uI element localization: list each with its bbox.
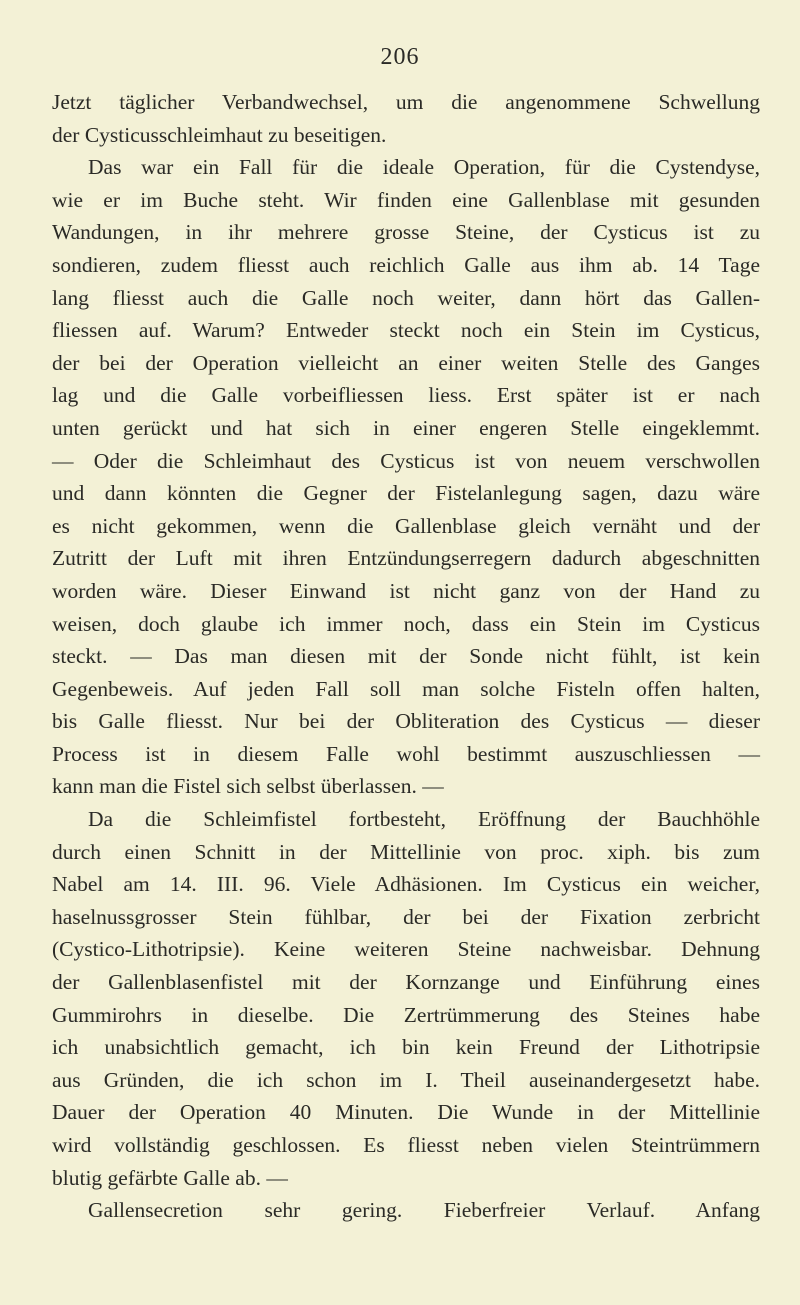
text-line: Process ist in diesem Falle wohl bestimmt auszuschliessen — [52, 741, 760, 766]
text-line: aus Gründen, die ich schon im I. Theil auseinandergesetzt habe. [52, 1067, 760, 1092]
text-line: Wandungen, in ihr mehrere grosse Steine, der Cysticus ist zu [52, 220, 760, 245]
text-line: blutig gefärbte Galle ab. — [52, 1165, 288, 1190]
text-line: durch einen Schnitt in der Mittellinie von proc. xiph. bis zum [52, 839, 760, 864]
text-line: wie er im Buche steht. Wir finden eine Gallenblase mit gesunden [52, 187, 760, 212]
text-line: Gegenbeweis. Auf jeden Fall soll man solche Fisteln offen halten, [52, 676, 760, 701]
text-line: unten gerückt und hat sich in einer engeren Stelle eingeklemmt. [52, 415, 760, 440]
text-line: Zutritt der Luft mit ihren Entzündungserregern dadurch abgeschnitten [52, 546, 760, 571]
text-line: der Cysticusschleimhaut zu beseitigen. [52, 122, 387, 147]
text-line: Gummirohrs in dieselbe. Die Zertrümmerung des Steines habe [52, 1002, 760, 1027]
text-line: — Oder die Schleimhaut des Cysticus ist von neuem verschwollen [52, 448, 760, 473]
text-line: fliessen auf. Warum? Entweder steckt noch ein Stein im Cysticus, [52, 318, 760, 343]
text-line: Dauer der Operation 40 Minuten. Die Wunde in der Mittellinie [52, 1100, 760, 1125]
text-line: kann man die Fistel sich selbst überlassen. — [52, 774, 444, 799]
text-line: weisen, doch glaube ich immer noch, dass ein Stein im Cysticus [52, 611, 760, 636]
text-line: lang fliesst auch die Galle noch weiter, dann hört das Gallen- [52, 285, 760, 310]
text-line: (Cystico-Lithotripsie). Keine weiteren Steine nachweisbar. Dehnung [52, 937, 760, 962]
text-line: der bei der Operation vielleicht an einer weiten Stelle des Ganges [52, 350, 760, 375]
text-line: lag und die Galle vorbeifliessen liess. Erst später ist er nach [52, 383, 760, 408]
text-line: bis Galle fliesst. Nur bei der Obliteration des Cysticus — dieser [52, 709, 760, 734]
page-number: 206 [380, 44, 420, 70]
text-line: der Gallenblasenfistel mit der Kornzange und Einführung eines [52, 970, 760, 995]
text-line: haselnussgrosser Stein fühlbar, der bei der Fixation zerbricht [52, 904, 760, 929]
text-line: Gallensecretion sehr gering. Fieberfreier Verlauf. Anfang [88, 1198, 760, 1223]
text-line: Jetzt täglicher Verbandwechsel, um die angenommene Schwellung [52, 90, 760, 114]
text-line: ich unabsichtlich gemacht, ich bin kein Freund der Lithotripsie [52, 1035, 760, 1060]
text-line: Das war ein Fall für die ideale Operation, für die Cystendyse, [88, 155, 760, 180]
text-line: Da die Schleimfistel fortbesteht, Eröffnung der Bauchhöhle [88, 807, 760, 832]
text-line: steckt. — Das man diesen mit der Sonde nicht fühlt, ist kein [52, 644, 760, 669]
text-line: Nabel am 14. III. 96. Viele Adhäsionen. Im Cysticus ein weicher, [52, 872, 760, 897]
body-text [52, 86, 760, 1227]
text-line: es nicht gekommen, wenn die Gallenblase gleich vernäht und der [52, 513, 760, 538]
text-line: wird vollständig geschlossen. Es fliesst neben vielen Steintrümmern [52, 1133, 760, 1157]
text-line: worden wäre. Dieser Einwand ist nicht ganz von der Hand zu [52, 578, 760, 603]
text-line: sondieren, zudem fliesst auch reichlich Galle aus ihm ab. 14 Tage [52, 252, 760, 277]
text-line: und dann könnten die Gegner der Fistelanlegung sagen, dazu wäre [52, 481, 760, 506]
